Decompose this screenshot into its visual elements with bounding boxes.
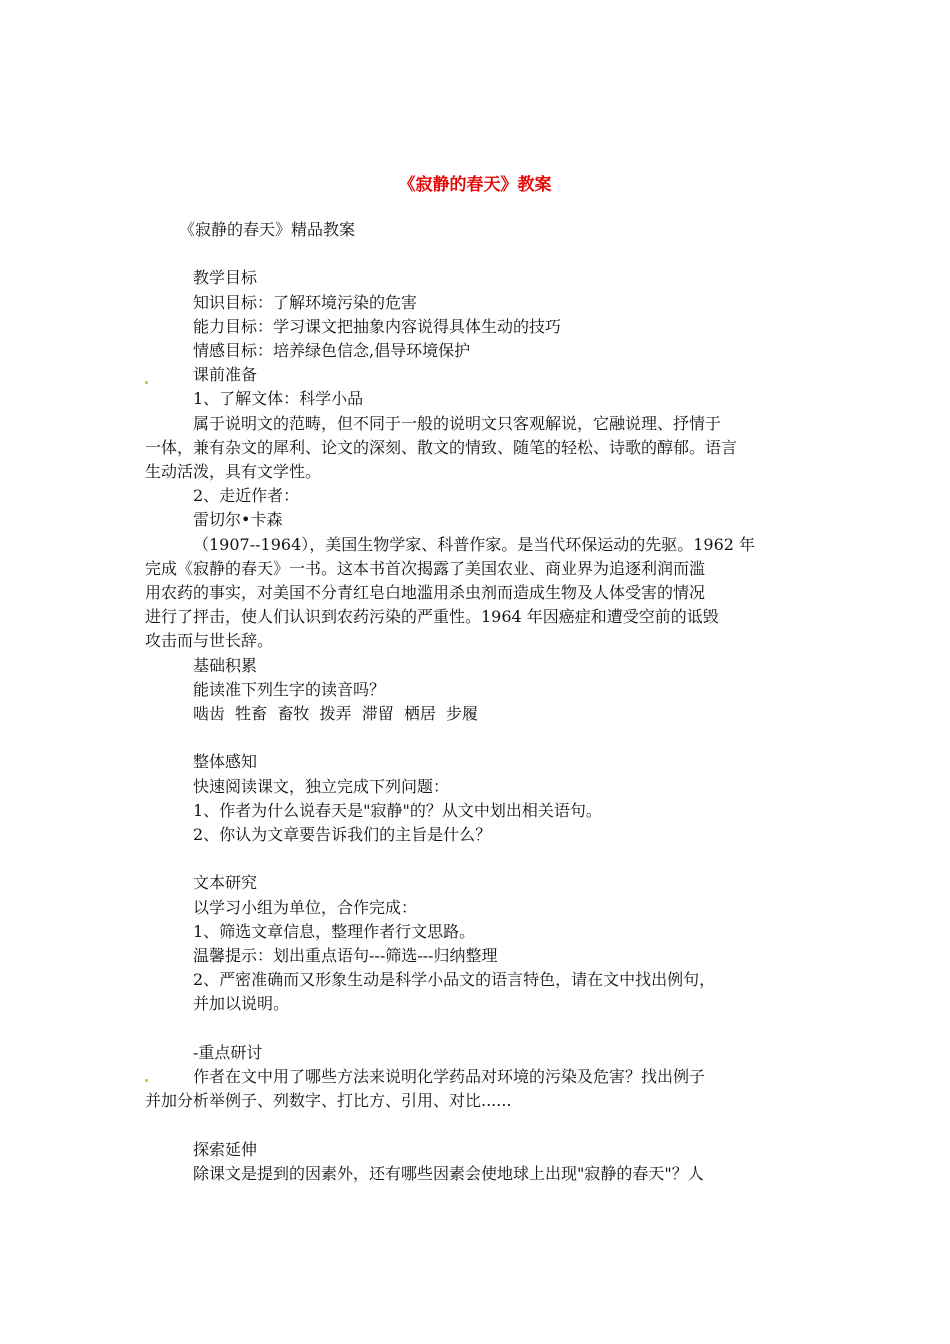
paragraph-line: 除课文是提到的因素外，还有哪些因素会使地球上出现"寂静的春天"？人 [193,1163,704,1183]
instruction-line: 快速阅读课文，独立完成下列问题： [193,776,450,796]
tip-line: 温馨提示：划出重点语句---筛选---归纳整理 [193,946,498,966]
blank-line [145,242,810,266]
paragraph-line: 属于说明文的范畴，但不同于一般的说明文只客观解说，它融说理、抒情于 [193,413,722,433]
document-body [145,218,810,1186]
objective-emotion: 情感目标：培养绿色信念,倡导环境保护 [193,341,471,360]
subtitle: 《寂静的春天》精品教案 [179,220,356,239]
section-heading-overview: 整体感知 [193,752,258,772]
question-line: 2、你认为文章要告诉我们的主旨是什么？ [193,825,492,845]
objective-knowledge: 知识目标：了解环境污染的危害 [193,292,418,312]
section-heading-objectives: 教学目标 [193,268,258,288]
instruction-line: 以学习小组为单位，合作完成： [193,897,418,917]
paragraph-line: （1907--1964），美国生物学家、科普作家。是当代环保运动的先驱。1962 年 [193,534,756,554]
vocabulary-list: 啮齿 牲畜 畜牧 拨弄 滞留 栖居 步履 [193,704,479,724]
task-line: 2、严密准确而又形象生动是科学小品文的语言特色，请在文中找出例句， [193,970,716,990]
paragraph-line: 完成《寂静的春天》一书。这本书首次揭露了美国农业、商业界为追逐利润而滥 [145,558,706,578]
paragraph-line: 进行了抨击，使人们认识到农药污染的严重性。1964 年因癌症和遭受空前的诋毁 [145,607,719,627]
blank-line [145,1017,810,1041]
section-heading-preparation: 课前准备 [193,365,258,385]
section-heading-discussion: -重点研讨 [193,1042,263,1062]
blank-line [145,847,810,871]
section-heading-basics: 基础积累 [193,655,258,675]
task-line: 并加以说明。 [193,994,290,1014]
question-line: 能读准下列生字的读音吗？ [193,679,386,699]
paragraph-line: 攻击而与世长辞。 [145,631,274,651]
paragraph-line: 生动活泼，具有文学性。 [145,462,322,482]
objective-ability: 能力目标：学习课文把抽象内容说得具体生动的技巧 [193,316,562,336]
prep-item-genre: 1、了解文体：科学小品 [193,389,364,409]
paragraph-line: 并加分析举例子、列数字、打比方、引用、对比...... [145,1091,512,1111]
stray-mark [145,381,148,384]
paragraph-line: 用农药的事实，对美国不分青红皂白地滥用杀虫剂而造成生物及人体受害的情况 [145,583,706,603]
section-heading-study: 文本研究 [193,873,258,893]
stray-mark [145,1079,148,1082]
paragraph-line: 作者在文中用了哪些方法来说明化学药品对环境的污染及危害？找出例子 [193,1067,706,1087]
blank-line [145,1113,810,1137]
question-line: 1、作者为什么说春天是"寂静"的？从文中划出相关语句。 [193,800,602,820]
prep-item-author: 2、走近作者： [193,486,300,506]
paragraph-line: 一体，兼有杂文的犀利、论文的深刻、散文的情致、随笔的轻松、诗歌的醇郁。语言 [145,437,738,457]
document-title: 《寂静的春天》教案 [398,175,552,195]
author-name: 雷切尔•卡森 [193,510,283,530]
section-heading-extension: 探索延伸 [193,1139,258,1159]
task-line: 1、筛选文章信息，整理作者行文思路。 [193,921,476,941]
blank-line [145,726,810,750]
